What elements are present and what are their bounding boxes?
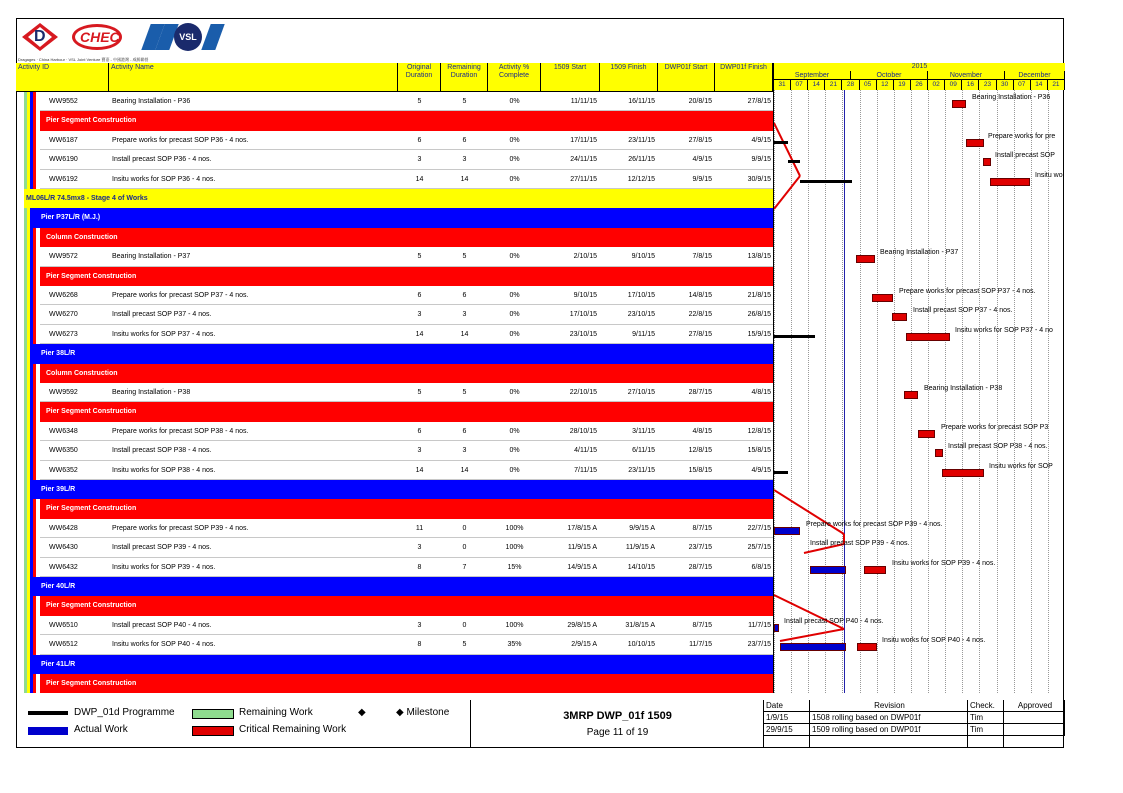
timeline-week: 28 bbox=[842, 80, 859, 90]
cell-rd: 6 bbox=[462, 427, 467, 435]
cell-pct: 0% bbox=[509, 330, 520, 338]
cell-df: 11/7/15 bbox=[748, 621, 771, 629]
cell-df: 6/8/15 bbox=[751, 563, 771, 571]
timeline-week: 19 bbox=[894, 80, 911, 90]
cell-f: 23/11/15 bbox=[628, 466, 655, 474]
table-row[interactable] bbox=[0, 150, 773, 169]
rev-header-check: Check. bbox=[968, 700, 1004, 712]
logic-connector bbox=[774, 176, 800, 209]
cell-id: WW6352 bbox=[49, 466, 78, 474]
cell-s: 7/11/15 bbox=[574, 466, 597, 474]
cell-id: WW6190 bbox=[49, 156, 78, 164]
cell-id: WW9552 bbox=[49, 98, 78, 105]
legend-swatch-actual bbox=[28, 727, 68, 735]
gantt-bar-label: Install precast SOP P40 - 4 nos. bbox=[784, 617, 884, 625]
critical-bar[interactable] bbox=[935, 449, 943, 457]
critical-bar[interactable] bbox=[872, 294, 893, 302]
cell-od: 8 bbox=[417, 641, 422, 649]
cell-id: WW6432 bbox=[49, 563, 78, 571]
cell-id: WW6350 bbox=[49, 447, 78, 455]
cell-rd: 7 bbox=[462, 563, 467, 571]
col-header-1509-start[interactable]: 1509 Start bbox=[541, 63, 600, 92]
cell-pct: 0% bbox=[509, 136, 520, 144]
rev-checker: Tim bbox=[968, 712, 1004, 724]
cell-f: 11/9/15 A bbox=[625, 544, 655, 552]
milestone-icon: ◆ bbox=[358, 707, 366, 718]
table-row[interactable] bbox=[0, 422, 773, 441]
cell-df: 4/9/15 bbox=[751, 466, 771, 474]
chec-logo: CHEC bbox=[70, 20, 128, 54]
cell-rd: 6 bbox=[462, 136, 467, 144]
col-header-activity-pct[interactable]: Activity % Complete bbox=[488, 63, 541, 92]
cell-f: 12/12/15 bbox=[627, 175, 655, 183]
table-row[interactable] bbox=[0, 519, 773, 538]
cell-name: Insitu works for SOP P39 - 4 nos. bbox=[112, 563, 216, 571]
cell-od: 3 bbox=[417, 311, 422, 319]
cell-pct: 35% bbox=[507, 641, 522, 649]
legend-dwp: DWP_01d Programme bbox=[74, 707, 175, 718]
cell-id: WW6428 bbox=[49, 524, 78, 532]
cell-od: 14 bbox=[415, 330, 424, 338]
legend bbox=[16, 700, 470, 748]
logic-connector bbox=[774, 123, 800, 176]
cell-ds: 27/8/15 bbox=[688, 330, 712, 338]
timeline-week: 23 bbox=[979, 80, 996, 90]
cell-ds: 11/7/15 bbox=[689, 641, 712, 649]
cell-ds: 15/8/15 bbox=[688, 466, 712, 474]
table-row[interactable] bbox=[0, 616, 773, 635]
rev-header-revision: Revision bbox=[810, 700, 968, 712]
cell-df: 12/8/15 bbox=[747, 427, 771, 435]
timeline-month: November bbox=[928, 71, 1005, 80]
cell-pct: 100% bbox=[505, 544, 524, 552]
gantt-bar-label: Insitu wo bbox=[1035, 171, 1063, 179]
wbs-section-band[interactable]: Column Construction bbox=[40, 228, 773, 247]
cell-name: Prepare works for precast SOP P38 - 4 nos. bbox=[112, 427, 249, 435]
cell-s: 11/9/15 A bbox=[567, 544, 597, 552]
cell-name: Prepare works for precast SOP P39 - 4 nos. bbox=[112, 524, 249, 532]
gantt-bar-label: Install precast SOP bbox=[995, 152, 1055, 160]
cell-ds: 27/8/15 bbox=[688, 136, 712, 144]
cell-df: 9/9/15 bbox=[751, 156, 771, 164]
cell-pct: 0% bbox=[509, 253, 520, 261]
timeline-week: 02 bbox=[928, 80, 945, 90]
wbs-stage-band[interactable]: ML06L/R 74.5mx8 - Stage 4 of Works bbox=[24, 189, 773, 208]
cell-ds: 22/8/15 bbox=[688, 311, 712, 319]
gantt-bar-label: Insitu works for SOP bbox=[989, 462, 1053, 470]
cell-id: WW9572 bbox=[49, 253, 78, 261]
cell-od: 6 bbox=[417, 292, 422, 299]
cell-f: 16/11/15 bbox=[628, 98, 655, 105]
gantt-bar-label: Prepare works for precast SOP P37 - 4 nos. bbox=[899, 288, 1036, 295]
cell-od: 3 bbox=[417, 544, 422, 552]
cell-f: 3/11/15 bbox=[632, 427, 655, 435]
wbs-section-band[interactable]: Pier Segment Construction bbox=[40, 111, 773, 130]
gantt-bar-label: Install precast SOP P39 - 4 nos. bbox=[810, 540, 910, 548]
cell-rd: 5 bbox=[462, 641, 467, 649]
cell-id: WW6270 bbox=[49, 311, 78, 319]
cell-f: 6/11/15 bbox=[632, 447, 655, 455]
legend-critical: Critical Remaining Work bbox=[239, 724, 347, 735]
cell-od: 3 bbox=[417, 447, 422, 455]
cell-rd: 14 bbox=[460, 330, 469, 338]
col-header-activity-id[interactable]: Activity ID bbox=[16, 63, 109, 92]
rev-text: 1508 rolling based on DWP01f bbox=[810, 712, 968, 724]
cell-name: Install precast SOP P39 - 4 nos. bbox=[112, 544, 212, 552]
cell-od: 11 bbox=[415, 524, 424, 532]
cell-rd: 3 bbox=[462, 447, 467, 455]
cell-pct: 0% bbox=[509, 175, 520, 183]
cell-pct: 0% bbox=[509, 447, 520, 455]
cell-rd: 0 bbox=[462, 621, 467, 629]
timeline-year: 2015 bbox=[774, 63, 1065, 72]
cell-df: 4/8/15 bbox=[751, 389, 771, 396]
legend-swatch-dwp bbox=[28, 711, 68, 715]
gantt-bar-label: Bearing Installation - P38 bbox=[924, 385, 1003, 392]
cell-pct: 0% bbox=[509, 156, 520, 164]
cell-pct: 0% bbox=[509, 466, 520, 474]
cell-rd: 0 bbox=[462, 524, 467, 532]
cell-f: 9/11/15 bbox=[632, 330, 655, 338]
cell-f: 10/10/15 bbox=[627, 641, 655, 649]
cell-pct: 0% bbox=[509, 292, 520, 299]
critical-bar[interactable] bbox=[918, 430, 935, 438]
cell-name: Install precast SOP P36 - 4 nos. bbox=[112, 156, 212, 164]
cell-df: 25/7/15 bbox=[747, 544, 771, 552]
gantt-chart bbox=[773, 63, 1065, 693]
cell-s: 29/8/15 A bbox=[567, 621, 597, 629]
cell-id: WW6187 bbox=[49, 136, 78, 144]
table-row[interactable] bbox=[0, 383, 773, 402]
cell-pct: 0% bbox=[509, 389, 520, 396]
actual-bar[interactable] bbox=[774, 624, 779, 632]
cell-s: 4/11/15 bbox=[574, 447, 597, 455]
cell-rd: 14 bbox=[460, 175, 469, 183]
cell-id: WW6348 bbox=[49, 427, 78, 435]
wbs-section-band[interactable]: Column Construction bbox=[40, 364, 773, 383]
cell-f: 9/9/15 A bbox=[629, 524, 655, 532]
gantt-bar-label: Prepare works for precast SOP P3 bbox=[941, 423, 1049, 431]
cell-rd: 3 bbox=[462, 156, 467, 164]
rev-date: 29/9/15 bbox=[764, 724, 810, 736]
wbs-pier-band[interactable]: Pier 41L/R bbox=[33, 655, 773, 674]
cell-pct: 100% bbox=[505, 524, 524, 532]
rev-text: 1509 rolling based on DWP01f bbox=[810, 724, 968, 736]
cell-s: 28/10/15 bbox=[569, 427, 597, 435]
wbs-pier-band[interactable]: Pier P37L/R (M.J.) bbox=[33, 208, 773, 227]
table-row[interactable] bbox=[0, 635, 773, 654]
cell-df: 27/8/15 bbox=[747, 98, 771, 105]
cell-od: 5 bbox=[417, 98, 422, 105]
rev-empty-cell bbox=[764, 736, 810, 748]
critical-bar[interactable] bbox=[856, 255, 875, 263]
cell-df: 15/9/15 bbox=[747, 330, 771, 338]
timeline-week: 07 bbox=[1014, 80, 1031, 90]
cell-s: 17/11/15 bbox=[570, 136, 597, 144]
logic-connector bbox=[780, 629, 844, 641]
timeline-month: September bbox=[774, 71, 851, 80]
dragages-logo: D bbox=[20, 20, 60, 54]
baseline-bar[interactable] bbox=[774, 141, 788, 144]
cell-s: 2/9/15 A bbox=[571, 641, 597, 649]
actual-bar[interactable] bbox=[774, 527, 800, 535]
cell-f: 9/10/15 bbox=[631, 253, 655, 261]
timeline-week: 12 bbox=[877, 80, 894, 90]
timeline-week: 30 bbox=[997, 80, 1014, 90]
cell-od: 3 bbox=[417, 156, 422, 164]
wbs-section-band[interactable]: Pier Segment Construction bbox=[40, 596, 773, 615]
page-number: Page 11 of 19 bbox=[586, 727, 649, 738]
cell-rd: 0 bbox=[462, 544, 467, 552]
gantt-bar-label: Install precast SOP P37 - 4 nos. bbox=[913, 307, 1013, 315]
cell-s: 14/9/15 A bbox=[567, 563, 597, 571]
cell-id: WW6192 bbox=[49, 175, 78, 183]
timeline-week: 16 bbox=[962, 80, 979, 90]
cell-f: 27/10/15 bbox=[627, 389, 655, 396]
cell-pct: 0% bbox=[509, 427, 520, 435]
col-header-dwp-finish[interactable]: DWP01f Finish bbox=[715, 63, 773, 92]
critical-bar[interactable] bbox=[864, 566, 886, 574]
legend-swatch-remaining bbox=[192, 709, 234, 719]
timeline-week: 21 bbox=[1048, 80, 1065, 90]
table-row[interactable] bbox=[0, 305, 773, 324]
rev-empty-cell bbox=[810, 736, 968, 748]
cell-od: 6 bbox=[417, 136, 422, 144]
timeline-week: 31 bbox=[774, 80, 791, 90]
cell-name: Bearing Installation - P38 bbox=[112, 389, 191, 396]
cell-pct: 100% bbox=[505, 621, 524, 629]
table-row[interactable] bbox=[0, 247, 773, 266]
rev-approver bbox=[1004, 724, 1065, 736]
cell-f: 31/8/15 A bbox=[625, 621, 655, 629]
table-row[interactable] bbox=[0, 325, 773, 344]
timeline-week: 07 bbox=[791, 80, 808, 90]
timeline-week: 21 bbox=[825, 80, 842, 90]
rev-approver bbox=[1004, 712, 1065, 724]
wbs-pier-band[interactable]: Pier 38L/R bbox=[33, 344, 773, 363]
actual-bar[interactable] bbox=[780, 643, 846, 651]
cell-s: 22/10/15 bbox=[569, 389, 597, 396]
col-header-activity-name[interactable]: Activity Name bbox=[109, 63, 398, 92]
cell-ds: 8/7/15 bbox=[692, 621, 712, 629]
rev-header-approved: Approved bbox=[1004, 700, 1065, 712]
rev-empty-cell bbox=[968, 736, 1004, 748]
timeline-week: 05 bbox=[860, 80, 877, 90]
cell-s: 2/10/15 bbox=[573, 253, 597, 261]
legend-actual: Actual Work bbox=[74, 724, 128, 735]
cell-s: 27/11/15 bbox=[570, 175, 597, 183]
critical-bar[interactable] bbox=[983, 158, 991, 166]
revision-table bbox=[763, 700, 1065, 748]
cell-id: WW6430 bbox=[49, 544, 78, 552]
timeline-month: October bbox=[851, 71, 928, 80]
title-block bbox=[470, 700, 764, 748]
timeline-month: December bbox=[1005, 71, 1065, 80]
rev-date: 1/9/15 bbox=[764, 712, 810, 724]
jv-caption: Dragages · China Harbour · VSL Joint Venture 寶嘉 - 中國港灣 - 威勝聯營 bbox=[18, 57, 149, 62]
wbs-pier-band[interactable]: Pier 40L/R bbox=[33, 577, 773, 596]
timeline-week: 09 bbox=[945, 80, 962, 90]
cell-ds: 7/8/15 bbox=[692, 253, 712, 261]
cell-od: 6 bbox=[417, 427, 422, 435]
cell-od: 8 bbox=[417, 563, 422, 571]
cell-id: WW9592 bbox=[49, 389, 78, 396]
table-row[interactable] bbox=[0, 538, 773, 557]
wbs-section-band[interactable]: Pier Segment Construction bbox=[40, 402, 773, 421]
table-row[interactable] bbox=[0, 131, 773, 150]
cell-ds: 8/7/15 bbox=[692, 524, 712, 532]
table-row[interactable] bbox=[0, 441, 773, 460]
gantt-bar-label: Prepare works for precast SOP P39 - 4 nos. bbox=[806, 520, 943, 528]
rev-header-date: Date bbox=[764, 700, 810, 712]
critical-bar[interactable] bbox=[857, 643, 877, 651]
baseline-bar[interactable] bbox=[774, 471, 788, 474]
wbs-section-band[interactable]: Pier Segment Construction bbox=[40, 267, 773, 286]
cell-rd: 6 bbox=[462, 292, 467, 299]
wbs-section-band[interactable]: Pier Segment Construction bbox=[40, 674, 773, 693]
timeline-week: 26 bbox=[911, 80, 928, 90]
cell-od: 3 bbox=[417, 621, 422, 629]
baseline-bar[interactable] bbox=[788, 160, 800, 163]
cell-df: 4/9/15 bbox=[751, 136, 771, 144]
gantt-bar-label: Insitu works for SOP P40 - 4 nos. bbox=[882, 637, 986, 645]
legend-remaining: Remaining Work bbox=[239, 707, 313, 718]
baseline-bar[interactable] bbox=[774, 335, 815, 338]
table-row[interactable] bbox=[0, 286, 773, 305]
cell-name: Insitu works for SOP P40 - 4 nos. bbox=[112, 641, 216, 649]
timeline-week: 14 bbox=[1031, 80, 1048, 90]
gantt-bar-label: Insitu works for SOP P39 - 4 nos. bbox=[892, 559, 996, 567]
critical-bar[interactable] bbox=[892, 313, 907, 321]
cell-s: 17/10/15 bbox=[569, 311, 597, 319]
cell-df: 21/8/15 bbox=[747, 292, 771, 299]
cell-name: Install precast SOP P38 - 4 nos. bbox=[112, 447, 212, 455]
gantt-bar-label: Insitu works for SOP P37 - 4 no bbox=[955, 326, 1053, 334]
cell-s: 17/8/15 A bbox=[567, 524, 597, 532]
cell-f: 23/10/15 bbox=[627, 311, 655, 319]
cell-name: Bearing Installation - P37 bbox=[112, 253, 191, 261]
col-header-remaining-duration[interactable]: Remaining Duration bbox=[441, 63, 488, 92]
critical-bar[interactable] bbox=[966, 139, 984, 147]
cell-od: 14 bbox=[415, 175, 424, 183]
cell-id: WW6512 bbox=[49, 641, 78, 649]
cell-ds: 23/7/15 bbox=[688, 544, 712, 552]
cell-ds: 12/8/15 bbox=[688, 447, 712, 455]
baseline-bar[interactable] bbox=[800, 180, 852, 183]
cell-df: 13/8/15 bbox=[747, 253, 771, 261]
cell-df: 30/9/15 bbox=[747, 175, 771, 183]
cell-od: 5 bbox=[417, 389, 422, 396]
legend-milestone: ◆ Milestone bbox=[396, 707, 450, 718]
cell-s: 24/11/15 bbox=[570, 156, 597, 164]
col-header-1509-finish[interactable]: 1509 Finish bbox=[600, 63, 658, 92]
cell-df: 26/8/15 bbox=[747, 311, 771, 319]
table-row[interactable] bbox=[0, 461, 773, 480]
gantt-bar-label: Bearing Installation - P36 bbox=[972, 94, 1051, 101]
gantt-bar-label: Bearing Installation - P37 bbox=[880, 249, 959, 257]
col-header-original-duration[interactable]: Original Duration bbox=[398, 63, 441, 92]
gantt-bar-label: Install precast SOP P38 - 4 nos. bbox=[948, 443, 1048, 451]
critical-bar[interactable] bbox=[904, 391, 918, 399]
cell-pct: 0% bbox=[509, 311, 520, 319]
cell-ds: 20/8/15 bbox=[688, 98, 712, 105]
col-header-dwp-start[interactable]: DWP01f Start bbox=[658, 63, 715, 92]
cell-s: 11/11/15 bbox=[570, 98, 597, 105]
vsl-logo: VSL bbox=[140, 20, 222, 54]
timeline-week: 14 bbox=[808, 80, 825, 90]
cell-name: Bearing Installation - P36 bbox=[112, 98, 191, 105]
table-row[interactable] bbox=[0, 170, 773, 189]
cell-name: Prepare works for precast SOP P36 - 4 nos. bbox=[112, 136, 249, 144]
table-row[interactable] bbox=[0, 558, 773, 577]
cell-f: 26/11/15 bbox=[628, 156, 655, 164]
wbs-section-band[interactable]: Pier Segment Construction bbox=[40, 499, 773, 518]
cell-rd: 5 bbox=[462, 98, 467, 105]
cell-f: 17/10/15 bbox=[627, 292, 655, 299]
cell-pct: 15% bbox=[507, 563, 522, 571]
cell-name: Insitu works for SOP P37 - 4 nos. bbox=[112, 330, 216, 338]
critical-bar[interactable] bbox=[952, 100, 966, 108]
cell-s: 9/10/15 bbox=[573, 292, 597, 299]
cell-id: WW6268 bbox=[49, 292, 78, 299]
critical-bar[interactable] bbox=[906, 333, 950, 341]
cell-df: 22/7/15 bbox=[747, 524, 771, 532]
critical-bar[interactable] bbox=[990, 178, 1030, 186]
wbs-pier-band[interactable]: Pier 39L/R bbox=[33, 480, 773, 499]
report-title: 3MRP DWP_01f 1509 bbox=[563, 710, 672, 722]
cell-df: 23/7/15 bbox=[747, 641, 771, 649]
cell-f: 23/11/15 bbox=[628, 136, 655, 144]
cell-name: Install precast SOP P40 - 4 nos. bbox=[112, 621, 212, 629]
cell-s: 23/10/15 bbox=[569, 330, 597, 338]
cell-ds: 28/7/15 bbox=[688, 563, 712, 571]
gantt-bar-label: Prepare works for pre bbox=[988, 132, 1056, 140]
rev-checker: Tim bbox=[968, 724, 1004, 736]
cell-df: 15/8/15 bbox=[747, 447, 771, 455]
cell-f: 14/10/15 bbox=[627, 563, 655, 571]
cell-rd: 5 bbox=[462, 389, 467, 396]
cell-name: Prepare works for precast SOP P37 - 4 nos. bbox=[112, 292, 249, 299]
cell-rd: 5 bbox=[462, 253, 467, 261]
cell-od: 5 bbox=[417, 253, 422, 261]
cell-id: WW6510 bbox=[49, 621, 78, 629]
actual-bar[interactable] bbox=[810, 566, 846, 574]
critical-bar[interactable] bbox=[942, 469, 984, 477]
cell-pct: 0% bbox=[509, 98, 520, 105]
cell-ds: 4/9/15 bbox=[692, 156, 712, 164]
cell-ds: 28/7/15 bbox=[688, 389, 712, 396]
cell-id: WW6273 bbox=[49, 330, 78, 338]
table-row[interactable] bbox=[0, 92, 773, 111]
cell-name: Install precast SOP P37 - 4 nos. bbox=[112, 311, 212, 319]
cell-od: 14 bbox=[415, 466, 424, 474]
cell-rd: 14 bbox=[460, 466, 469, 474]
cell-ds: 4/8/15 bbox=[692, 427, 712, 435]
cell-name: Insitu works for SOP P38 - 4 nos. bbox=[112, 466, 216, 474]
legend-swatch-critical bbox=[192, 726, 234, 736]
cell-ds: 14/8/15 bbox=[688, 292, 712, 299]
cell-rd: 3 bbox=[462, 311, 467, 319]
cell-ds: 9/9/15 bbox=[692, 175, 712, 183]
cell-name: Insitu works for SOP P36 - 4 nos. bbox=[112, 175, 216, 183]
